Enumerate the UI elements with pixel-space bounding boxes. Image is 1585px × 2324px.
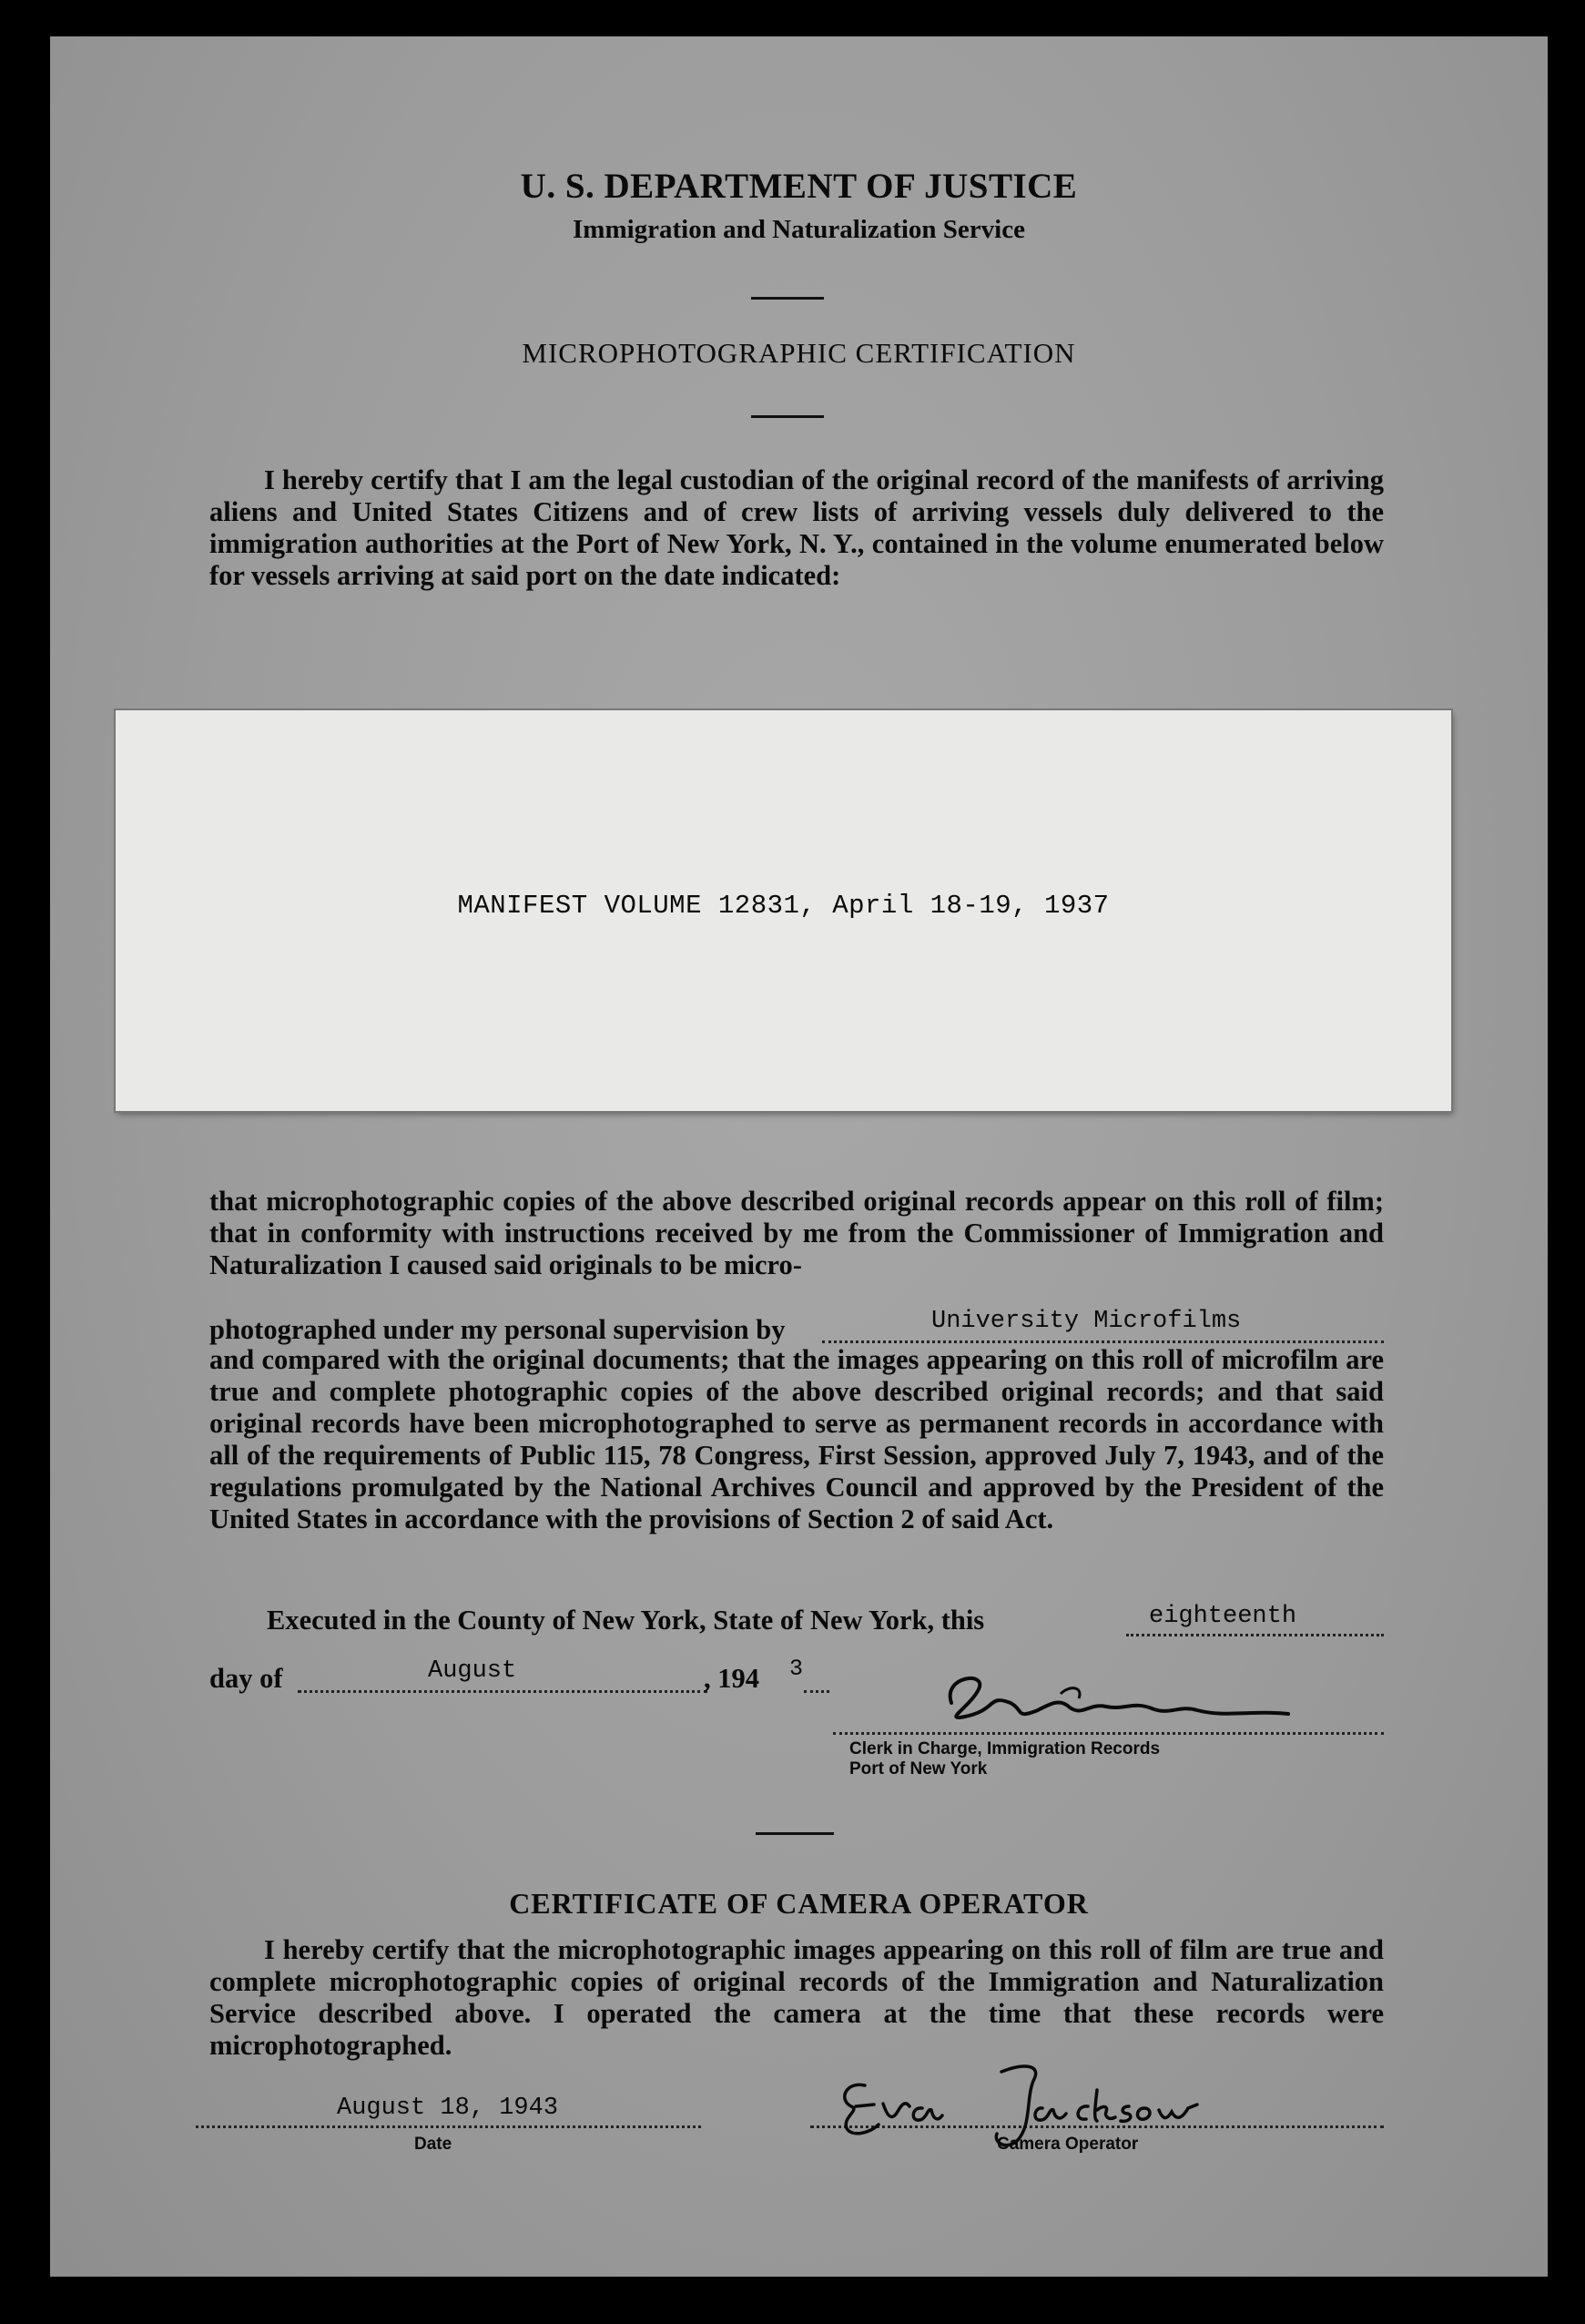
camera-section-title: CERTIFICATE OF CAMERA OPERATOR [509,1887,1089,1920]
dotted-line [196,2125,701,2128]
clerk-title-line2: Port of New York [849,1759,988,1779]
body-paragraph-part1: that microphotographic copies of the above described original records appear on this roll of film; that in conformity with instructions received by me from the Commissioner of Immigration and Naturalization I caused said originals to be micro- [209,1186,1384,1280]
dotted-line [833,1732,1384,1735]
intro-paragraph: I hereby certify that I am the legal custodian of the original record of the manifests of arriving aliens and United States Citizens and of crew lists of arriving vessels duly delivered to the immigration authorities at the Port of New York, N. Y., contained in the volume enumerated below for vessels arriving at said port on the date indicated: [209,464,1384,591]
divider [756,1832,834,1835]
year-prefix: , 194 [704,1663,759,1694]
clerk-signature-icon [924,1667,1334,1739]
attached-manifest-slip [116,710,1451,1111]
form-title: MICROPHOTOGRAPHIC CERTIFICATION [522,337,1076,369]
dotted-line [298,1690,707,1693]
department-heading: U. S. DEPARTMENT OF JUSTICE [520,167,1078,206]
day-of-label: day of [209,1663,283,1694]
clerk-title-line1: Clerk in Charge, Immigration Records [849,1739,1161,1758]
supervision-label: photographed under my personal supervision by [209,1314,786,1345]
divider [751,415,824,418]
microfilm-company-value: University Microfilms [931,1308,1242,1335]
divider [751,297,824,300]
executed-day-value: eighteenth [1149,1603,1297,1630]
executed-label: Executed in the County of New York, State of New York, this [267,1605,985,1636]
camera-operator-label: Camera Operator [997,2135,1139,2154]
body-paragraph-part2: and compared with the original documents; that the images appearing on this roll of microfilm are true and complete photographic copies of the above described original records; and that said original records have been microphotographed to serve as permanent records in accordance with all of the requirements of Public 115, 78 Congress, First Session, approved July 7, 1943, and of the regulations promulgated by the National Archives Council and approved by the President of the United States in accordance with the provisions of Section 2 of said Act. [209,1344,1384,1534]
clerk-title [849,1739,1160,1779]
dotted-line [1126,1634,1384,1636]
year-digit-value: 3 [789,1656,804,1682]
service-subheading: Immigration and Naturalization Service [573,215,1025,244]
manifest-volume-text: MANIFEST VOLUME 12831, April 18-19, 1937 [457,891,1110,921]
date-label: Date [414,2135,452,2154]
camera-date-value: August 18, 1943 [337,2095,559,2122]
dotted-line [822,1340,1384,1343]
camera-paragraph: I hereby certify that the microphotographic images appearing on this roll of film are true and complete microphotographic copies of original records of the Immigration and Naturalization Service described above. I operated the camera at the time that these records were microphotographed. [209,1934,1384,2061]
certificate-page [50,36,1548,2277]
dotted-line [804,1690,829,1693]
executed-month-value: August [428,1657,517,1685]
